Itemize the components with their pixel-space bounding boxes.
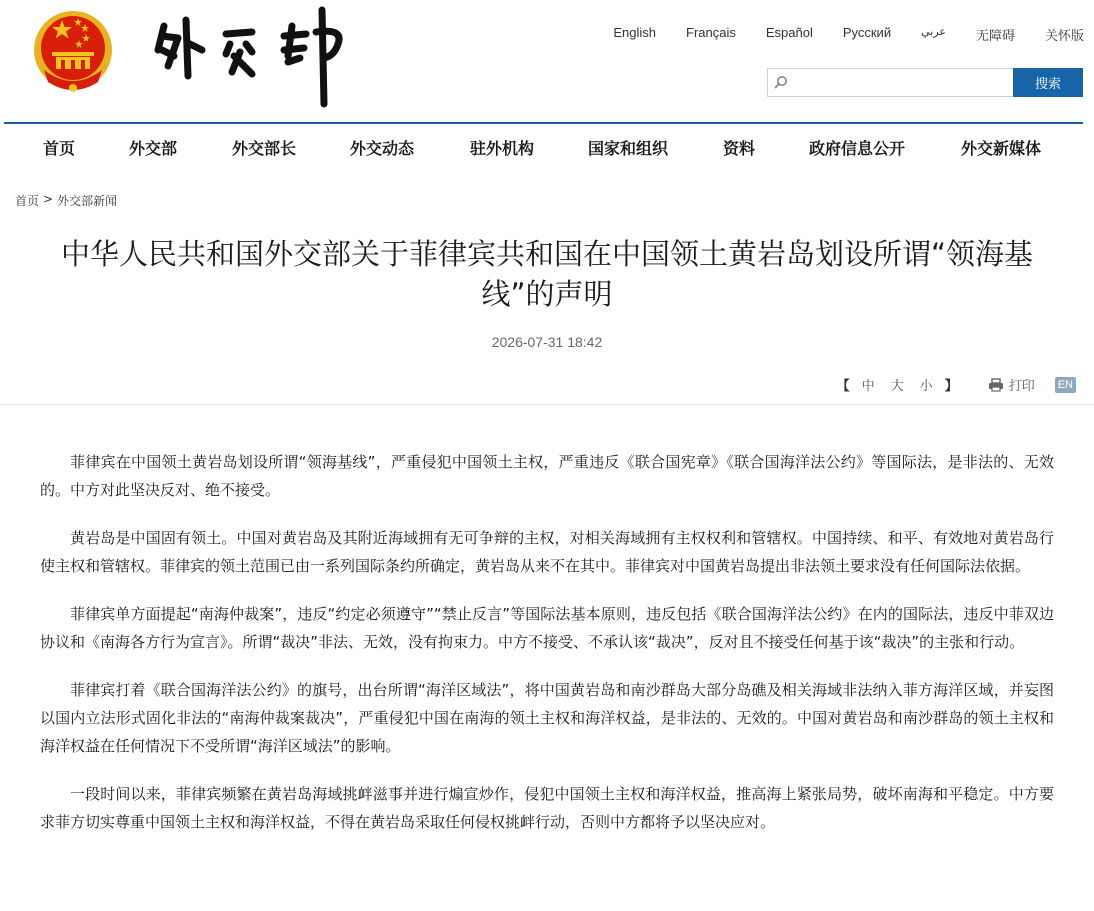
- nav-item-new-media[interactable]: 外交新媒体: [961, 139, 1042, 158]
- elderly-care-version-link[interactable]: 关怀版: [1044, 28, 1084, 43]
- nav-item-countries-orgs[interactable]: 国家和组织: [588, 139, 669, 158]
- article-paragraph: 一段时间以来，菲律宾频繁在黄岩岛海域挑衅滋事并进行煽宣炒作，侵犯中国领土主权和海洋权益，推高海上紧张局势，破坏南海和平稳定。中方要求菲方切实尊重中国领土主权和海洋权益，不得在黄岩岛采取任何侵权挑衅行动，否则中方都将予以坚决应对。: [40, 785, 1054, 831]
- breadcrumb-section-link[interactable]: 外交部新闻: [57, 194, 118, 208]
- nav-item-diplomatic-news[interactable]: 外交动态: [350, 139, 415, 158]
- main-nav: [0, 124, 1094, 170]
- article-paragraph: 菲律宾单方面提起“南海仲裁案”，违反“约定必须遵守”“禁止反言”等国际法基本原则，违反包括《联合国海洋法公约》在内的国际法，违反中菲双边协议和《南海各方行为宣言》。所谓“裁决”非法、无效，没有拘束力。中方不接受、不承认该“裁决”，反对且不接受任何基于该“裁决”的主张和行动。: [40, 605, 1054, 651]
- article-paragraph: 菲律宾在中国领土黄岩岛划设所谓“领海基线”，严重侵犯中国领土主权，严重违反《联合国宪章》《联合国海洋法公约》等国际法，是非法的、无效的。中方对此坚决反对、绝不接受。: [40, 453, 1054, 499]
- article-date: 2026-07-31 18:42: [491, 334, 603, 350]
- article-body: [40, 448, 1054, 856]
- lang-arabic-link[interactable]: عربي: [921, 26, 946, 38]
- search-input[interactable]: [768, 69, 1013, 96]
- nav-item-gov-info[interactable]: 政府信息公开: [809, 139, 906, 158]
- article-tools: [833, 375, 1076, 394]
- lang-french-link[interactable]: Français: [686, 25, 736, 40]
- font-size-bracket-open: 【: [836, 379, 850, 394]
- font-size-large-button[interactable]: 中: [861, 379, 875, 394]
- article-title: 中华人民共和国外交部关于菲律宾共和国在中国领土黄岩岛划设所谓“领海基线”的声明: [60, 237, 1034, 311]
- search-icon: [774, 75, 788, 89]
- nav-item-resources[interactable]: 资料: [723, 139, 756, 158]
- nav-item-minister[interactable]: 外交部长: [232, 139, 297, 158]
- article-paragraph: 菲律宾打着《联合国海洋法公约》的旗号，出台所谓“海洋区域法”，将中国黄岩岛和南沙群岛大部分岛礁及相关海域非法纳入菲方海洋区域，并妄图以国内立法形式固化非法的“南海仲裁案裁决”，严重侵犯中国在南海的领土主权和海洋权益，是非法的、无效的。中国对黄岩岛和南沙群岛的领土主权和海洋权益在任何情况下不受所谓“海洋区域法”的影响。: [40, 681, 1054, 755]
- breadcrumb: [15, 192, 117, 209]
- article-paragraph: 黄岩岛是中国固有领土。中国对黄岩岛及其附近海域拥有无可争辩的主权，对相关海域拥有主权权利和管辖权。中国持续、和平、有效地对黄岩岛行使主权和管辖权。菲律宾的领土范围已由一系列国际条约所确定，黄岩岛从来不在其中。菲律宾对中国黄岩岛提出非法领土要求没有任何国际法依据。: [40, 529, 1054, 575]
- lang-english-link[interactable]: English: [613, 25, 656, 40]
- english-version-button[interactable]: EN: [1055, 377, 1076, 393]
- accessibility-link[interactable]: 无障碍: [975, 28, 1015, 43]
- ministry-calligraphy-logo: [148, 6, 358, 110]
- content-divider: [0, 404, 1094, 405]
- lang-spanish-link[interactable]: Español: [765, 25, 813, 40]
- nav-item-missions-abroad[interactable]: 驻外机构: [470, 139, 535, 158]
- print-button[interactable]: [988, 375, 1035, 394]
- print-label: 打印: [1008, 379, 1035, 394]
- printer-icon: [988, 378, 1004, 392]
- search-box: [767, 68, 1083, 97]
- font-size-bracket-close: 】: [944, 379, 958, 394]
- nav-item-home[interactable]: 首页: [43, 139, 76, 158]
- lang-russian-link[interactable]: Русский: [842, 25, 892, 40]
- nav-item-ministry[interactable]: 外交部: [129, 139, 178, 158]
- search-button[interactable]: 搜索: [1013, 68, 1083, 97]
- breadcrumb-separator: >: [43, 192, 54, 206]
- national-emblem-logo: [32, 8, 114, 96]
- breadcrumb-home-link[interactable]: 首页: [15, 194, 40, 208]
- font-size-medium-button[interactable]: 大: [890, 379, 904, 394]
- font-size-small-button[interactable]: 小: [919, 379, 933, 394]
- language-bar: [583, 25, 1084, 44]
